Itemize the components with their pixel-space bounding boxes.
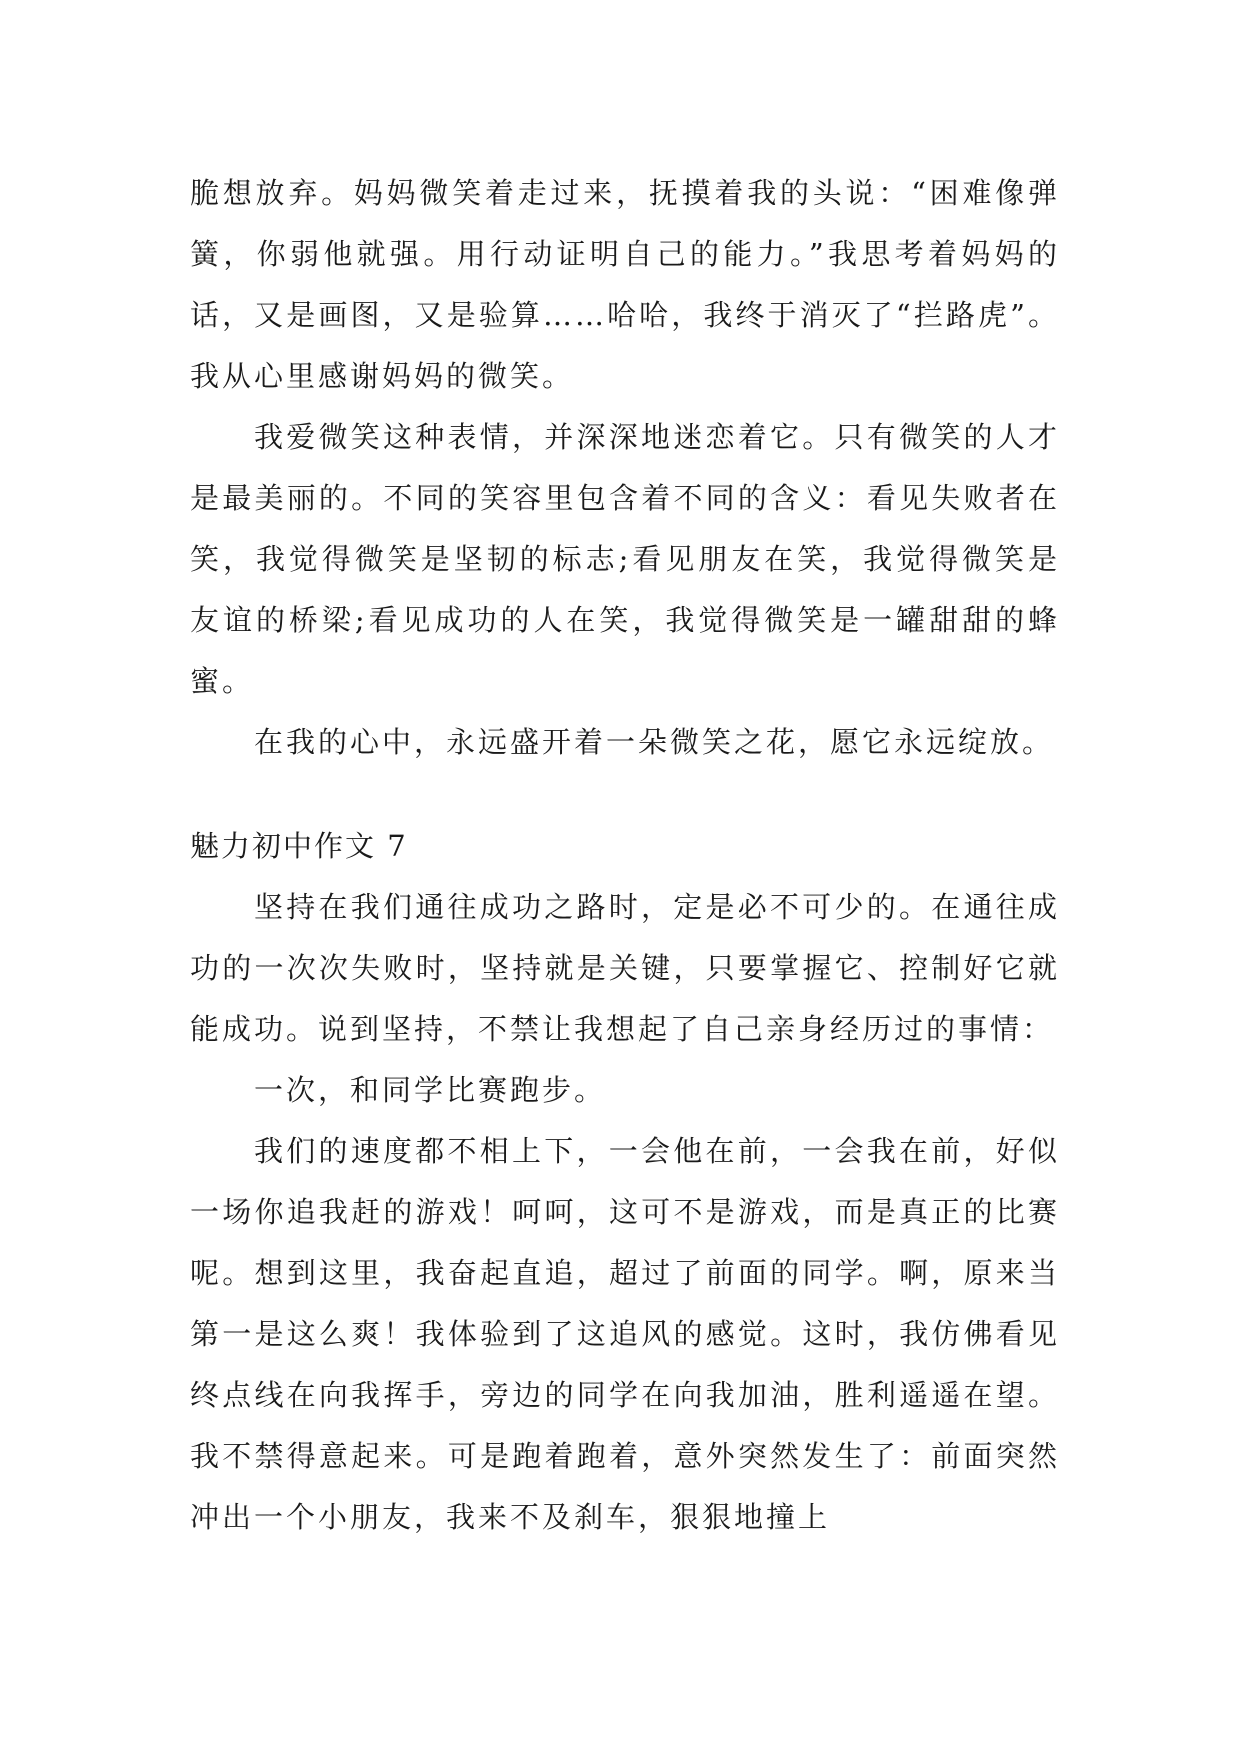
section-title: 魅力初中作文 7	[190, 829, 408, 863]
paragraph-smile-meaning: 我爱微笑这种表情，并深深地迷恋着它。只有微笑的人才是最美丽的。不同的笑容里包含着不同的含义：看见失败者在笑，我觉得微笑是坚韧的标志;看见朋友在笑，我觉得微笑是友谊的桥梁;看见成功的人在笑，我觉得微笑是一罐甜甜的蜂蜜。	[190, 420, 1060, 698]
paragraph-continued: 脆想放弃。妈妈微笑着走过来，抚摸着我的头说：“困难像弹簧，你弱他就强。用行动证明自己的能力。”我思考着妈妈的话，又是画图，又是验算……哈哈，我终于消灭了“拦路虎”。我从心里感谢妈妈的微笑。	[190, 176, 1060, 393]
paragraph-persistence-intro: 坚持在我们通往成功之路时，定是必不可少的。在通往成功的一次次失败时，坚持就是关键，只要掌握它、控制好它就能成功。说到坚持，不禁让我想起了自己亲身经历过的事情：	[190, 890, 1060, 1046]
paragraph-smile-flower: 在我的心中，永远盛开着一朵微笑之花，愿它永远绽放。	[254, 725, 1055, 759]
document-body	[190, 163, 1060, 1548]
paragraph-race-start: 一次，和同学比赛跑步。	[254, 1073, 607, 1107]
paragraph-race-story: 我们的速度都不相上下，一会他在前，一会我在前，好似一场你追我赶的游戏！呵呵，这可不是游戏，而是真正的比赛呢。想到这里，我奋起直追，超过了前面的同学。啊，原来当第一是这么爽！我体验到了这追风的感觉。这时，我仿佛看见终点线在向我挥手，旁边的同学在向我加油，胜利遥遥在望。我不禁得意起来。可是跑着跑着，意外突然发生了：前面突然冲出一个小朋友，我来不及刹车，狠狠地撞上	[190, 1134, 1060, 1534]
